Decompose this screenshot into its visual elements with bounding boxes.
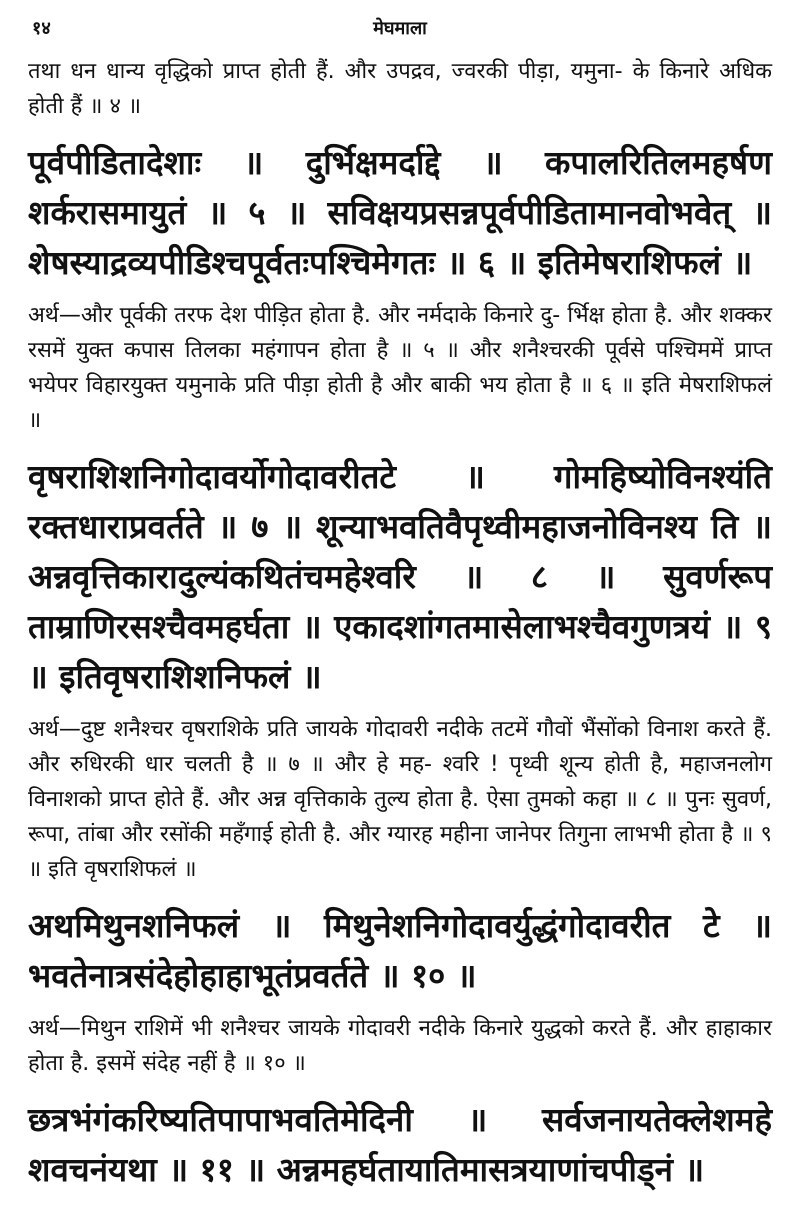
sanskrit-verse: छत्रभंगंकरिष्यतिपापाभवतिमेदिनी ॥ सर्वजनायतेक्लेशमहे शवचनंयथा ॥ ११ ॥ अन्नमहर्घतायातिमासत्रयाणांचपीड्नं ॥ <box>28 1100 772 1189</box>
commentary-paragraph: अर्थ—मिथुन राशिमें भी शनैश्चर जायके गोदावरी नदीके किनारे युद्धको करते हैं. और हाहाकार होता है. इसमें संदेह नहीं है ॥ १० ॥ <box>28 1016 772 1076</box>
commentary-paragraph: तथा धन धान्य वृद्धिको प्राप्त होती हैं. और उपद्रव, ज्वरकी पीड़ा, यमुना- के किनारे अधिक होती हैं ॥ ४ ॥ <box>28 59 772 119</box>
commentary-paragraph: अर्थ—दुष्ट शनैश्चर वृषराशिके प्रति जायके गोदावरी नदीके तटमें गौवों भैंसोंको विनाश करते हैं. और रुधिरकी धार चलती है ॥ ७ ॥ और हे मह- श्वरि ! पृथ्वी शून्य होती है, महाजनलोग विनाशको प्राप्त होते हैं. और अन्न वृत्तिकाके तुल्य होता है. ऐसा तुमको कहा ॥ ८ ॥ पुनः सुवर्ण, रूपा, तांबा और रसोंकी महँगाई होती है. और ग्यारह महीना जानेपर तिगुना लाभभी होता है ॥ ९ ॥ इति वृषराशिफलं ॥ <box>28 717 772 882</box>
sanskrit-verse: अथमिथुनशनिफलं ॥ मिथुनेशनिगोदावर्युद्धंगोदावरीत टे ॥ भवतेनात्रसंदेहोहाहाभूतंप्रवर्तते ॥ १० ॥ <box>28 906 772 995</box>
sanskrit-verse: पूर्वपीडितादेशाः ॥ दुर्भिक्षमर्दाद्दे ॥ कपालरितिलमहर्षण शर्करासमायुतं ॥ ५ ॥ सविक्षयप्रसन्नपूर्वपीडितामानवोभवेत् ॥ शेषस्याद्रव्यपीडिश्चपूर्वतःपश्चिमेगतः ॥ ६ ॥ इतिमेषराशिफलं ॥ <box>28 143 772 282</box>
page-header <box>28 10 772 44</box>
page-number: १४ <box>32 18 51 39</box>
running-title: मेघमाला <box>373 18 427 39</box>
sanskrit-verse: वृषराशिशनिगोदावर्योगोदावरीतटे ॥ गोमहिष्योविनश्यंति रक्तधाराप्रवर्तते ॥ ७ ॥ शून्याभवतिवैपृथ्वीमहाजनोविनश्य ति ॥ अन्नवृत्तिकारादुल्यंकथितंचमहेश्वरि ॥ ८ ॥ सुवर्णरूप ताम्राणिरसश्चैवमहर्घता ॥ एकादशांगतमासेलाभश्चैवगुणत्रयं ॥ ९ ॥ इतिवृषराशिशनिफलं ॥ <box>28 457 772 696</box>
commentary-paragraph: अर्थ—और पूर्वकी तरफ देश पीड़ित होता है. और नर्मदाके किनारे दु- र्भिक्ष होता है. और शक्कर रसमें युक्त कपास तिलका महंगापन होता है ॥ ५ ॥ और शनैश्चरकी पूर्वसे पश्चिममें प्राप्त भयेपर विहारयुक्त यमुनाके प्रति पीड़ा होती है और बाकी भय होता है ॥ ६ ॥ इति मेषराशिफलं ॥ <box>28 303 772 433</box>
